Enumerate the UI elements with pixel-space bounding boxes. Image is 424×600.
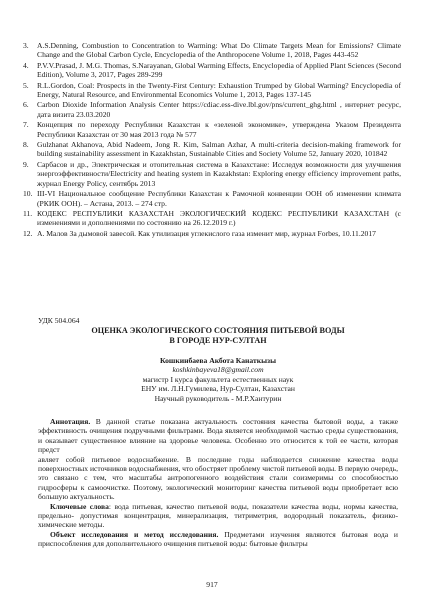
reference-number: 10.: [23, 189, 33, 199]
reference-number: 7.: [23, 120, 29, 130]
article-body: [38, 417, 398, 549]
reference-item: [23, 189, 401, 208]
reference-text: Gulzhanat Akhanova, Abid Nadeem, Jong R. Kim, Salman Azhar, A multi-criteria decision-making framework for building sustainability assessment in Kazakhstan, Sustainable Cities and Society Volume 52, January 2020, 101842: [37, 140, 401, 159]
reference-item: [23, 229, 401, 238]
reference-item: [23, 81, 401, 100]
abstract-continuation: авляет собой питьевое водоснабжение. В последние годы наблюдается снижение качества воды поверхностных источников водоснабжения, что обостряет проблему чистой питьевой воды. В первую очередь, это связано с тем, что масштабы антропогенного воздействия стали соизмеримы со способностью гидросферы к самоочистке. Поэтому, экологический мониторинг качества питьевой воды приобретает всю большую актуальность.: [38, 454, 398, 502]
object-text: Предметами изучения являются бытовая вода и приспособления для дополнительного очищения питьевой воды: бытовые фильтры: [38, 529, 398, 549]
reference-item: [23, 100, 401, 119]
reference-text: P.V.V.Prasad, J. M.G. Thomas, S.Narayanan, Global Warming Effects, Encyclopedia of Applied Plant Sciences (Second Edition), Volume 3, 2017, Pages 289-299: [37, 60, 401, 80]
reference-number: 11.: [23, 208, 33, 218]
keywords-paragraph: [38, 502, 398, 530]
object-label: Объект исследования и метод исследования.: [50, 529, 219, 539]
reference-text: Сарбасов и др., Электрическая и отопительная система в Казахстане: Исследуя возможности для улучшения энергоэффективности/Electricity and heating system in Kazakhstan: Exploring energy efficiency improvement paths, журнал Energy Policy, сентябрь 2013: [37, 159, 401, 188]
title-line: ОЦЕНКА ЭКОЛОГИЧЕСКОГО СОСТОЯНИЯ ПИТЬЕВОЙ ВОДЫ: [91, 326, 345, 335]
abstract-label: Аннотация.: [50, 417, 91, 426]
reference-text: КОДЕКС РЕСПУБЛИКИ КАЗАХСТАН ЭКОЛОГИЧЕСКИЙ КОДЕКС РЕСПУБЛИКИ КАЗАХСТАН (с изменениями и дополнениями по состоянию на 26.12.2019 г.): [37, 208, 401, 228]
abstract-text: В данной статье показана актуальность состояния качества бытовой воды, а также эффективность очищения подручными фильтрами. Вода является необходимой частью среды существования, и оказывает существенное влияние на здоровье человека. Особенно это относится к той ее части, которая предст: [38, 417, 398, 455]
reference-number: 12.: [23, 228, 33, 238]
title-line: В ГОРОДЕ НУР-СУЛТАН: [169, 336, 267, 345]
reference-number: 8.: [23, 140, 29, 150]
reference-item: [23, 120, 401, 139]
author-affiliation: ЕНУ им. Л.Н.Гумилева, Нур-Султан, Казахстан: [141, 384, 295, 394]
abstract-paragraph: [38, 417, 398, 455]
udc-code: УДК 504.064: [38, 316, 80, 325]
reference-number: 9.: [23, 159, 29, 169]
author-email: koshkinbayeva18@gmail.com: [172, 365, 264, 375]
reference-item: [23, 41, 401, 60]
author-affiliation: магистр I курса факультета естественных наук: [142, 374, 294, 384]
reference-item: [23, 209, 401, 228]
keywords-label: Ключевые слова: [50, 501, 109, 511]
reference-item: [23, 61, 401, 80]
reference-item: [23, 140, 401, 159]
reference-item: [23, 160, 401, 188]
object-paragraph: [38, 530, 398, 549]
reference-number: 5.: [23, 80, 29, 90]
author-block: [38, 356, 398, 403]
reference-number: 4.: [23, 60, 29, 70]
article-title: [38, 326, 398, 346]
reference-number: 6.: [23, 100, 29, 110]
keywords-text: : вода питьевая, качество питьевой воды, показатели качества воды, нормы качества, предельно- допустимая концентрация, минерализация, титриметрия, водородный показатель, физико-химические методы.: [38, 501, 398, 530]
reference-number: 3.: [23, 41, 29, 50]
reference-text: Концепция по переходу Республики Казахстан к «зеленой экономике», утверждена Указом Президента Республики Казахстан от 30 мая 2013 года № 577: [37, 120, 401, 139]
reference-list: [23, 41, 401, 239]
reference-text: III-VI Национальное сообщение Республики Казахстан к Рамочной конвенции ООН об изменении климата (РКИК ООН). – Астана, 2013. – 274 стр.: [37, 189, 401, 208]
author-name: Кошкинбаева Акбота Канаткызы: [160, 356, 276, 365]
reference-text: R.L.Gordon, Coal: Prospects in the Twenty-First Century: Exhaustion Trumped by Global Warming? Encyclopedia of Energy, Natural Resource, and Environmental Economics Volume 1, 2013, Pages 137-145: [37, 80, 401, 100]
reference-text: А. Малов За дымовой завесой. Как утилизация углекислого газа изменит мир, журнал Forbes, 10.11.2017: [37, 228, 376, 238]
page-number: 917: [206, 580, 218, 589]
reference-text: A.S.Denning, Combustion to Concentration to Warming: What Do Climate Targets Mean for Emissions? Climate Change and the Global Carbon Cycle, Encyclopedia of the Anthropocene Volume 1, 2018, Pages 443-452: [37, 41, 401, 60]
supervisor: Научный руководитель - М.Р.Хантурин: [154, 393, 282, 403]
reference-text: Carbon Dioxide Information Analysis Center https://cdiac.ess-dive.lbl.gov/pns/current_ghg.html , интернет ресурс, дата визита 23.03.2020: [37, 100, 401, 119]
